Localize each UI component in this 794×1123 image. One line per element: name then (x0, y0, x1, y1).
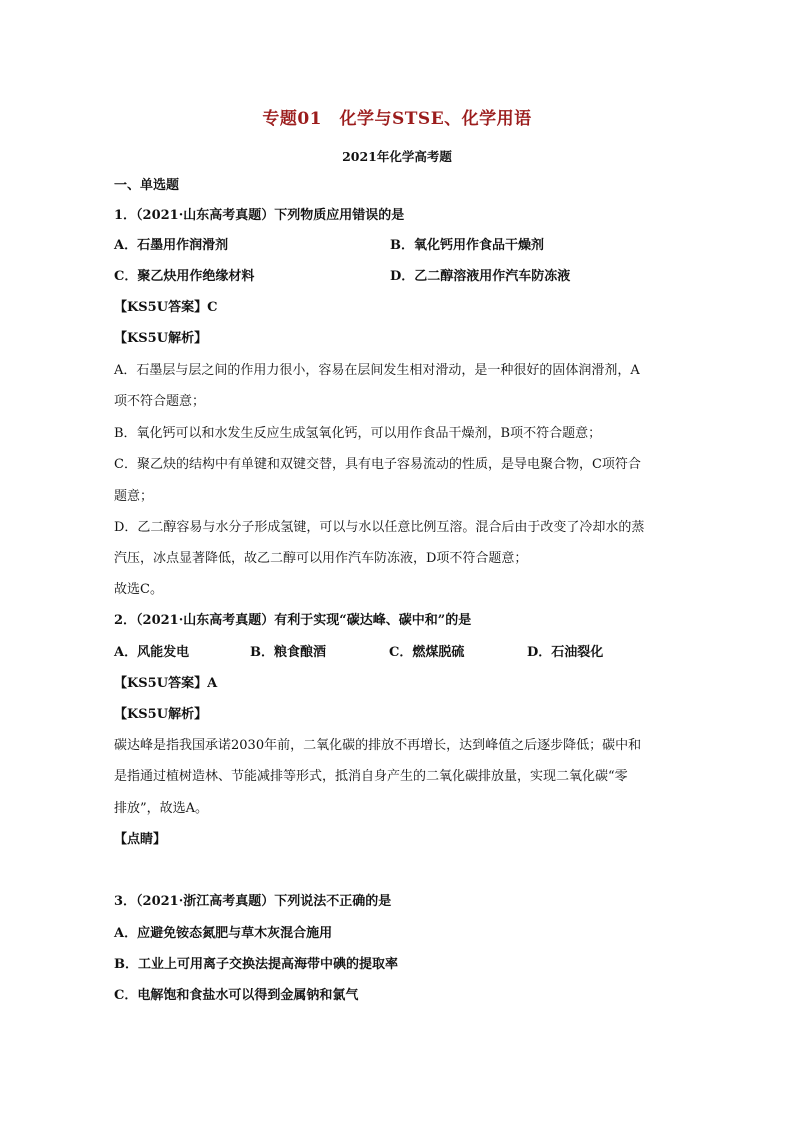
question-1-option-c: C．聚乙炔用作绝缘材料 (114, 269, 255, 284)
question-2-answer: 【KS5U答案】A (114, 676, 218, 691)
question-3-stem: 3．（2021·浙江高考真题）下列说法不正确的是 (114, 894, 392, 909)
page-title: 专题01 化学与STSE、化学用语 (262, 109, 532, 129)
question-2-option-d: D．石油裂化 (527, 645, 604, 660)
question-3-option-b: B．工业上可用离子交换法提高海带中碘的提取率 (114, 957, 398, 972)
question-1-analysis-line: D．乙二醇容易与水分子形成氢键，可以与水以任意比例互溶。混合后由于改变了冷却水的蒸 (114, 520, 645, 535)
question-3-option-c: C．电解饱和食盐水可以得到金属钠和氯气 (114, 988, 359, 1003)
question-1-answer: 【KS5U答案】C (114, 300, 218, 315)
section-heading: 一、单选题 (114, 178, 180, 193)
question-1-analysis-line: B．氧化钙可以和水发生反应生成氢氧化钙，可以用作食品干燥剂，B项不符合题意； (114, 426, 602, 441)
page-subtitle: 2021年化学高考题 (342, 149, 452, 164)
question-2-option-b: B．粮食酿酒 (250, 645, 326, 660)
question-1-stem: 1．（2021·山东高考真题）下列物质应用错误的是 (114, 208, 405, 223)
question-1-option-a: A．石墨用作润滑剂 (114, 238, 229, 253)
question-3-option-a: A．应避免铵态氮肥与草木灰混合施用 (114, 926, 333, 941)
question-1-option-b: B．氧化钙用作食品干燥剂 (390, 238, 544, 253)
question-1-analysis-line: 故选C。 (114, 582, 163, 597)
question-1-analysis-line: C．聚乙炔的结构中有单键和双键交替，具有电子容易流动的性质，是导电聚合物，C项符合 (114, 457, 641, 472)
question-1-analysis-line: 题意； (114, 489, 154, 504)
question-2-stem: 2．（2021·山东高考真题）有利于实现“碳达峰、碳中和”的是 (114, 613, 472, 628)
question-2-option-c: C．燃煤脱硫 (389, 645, 465, 660)
question-2-analysis-label: 【KS5U解析】 (114, 707, 208, 722)
question-1-analysis-line: A．石墨层与层之间的作用力很小，容易在层间发生相对滑动，是一种很好的固体润滑剂，A (114, 363, 640, 378)
question-1-option-d: D．乙二醇溶液用作汽车防冻液 (390, 269, 571, 284)
question-1-analysis-label: 【KS5U解析】 (114, 331, 208, 346)
question-1-analysis-line: 项不符合题意； (114, 394, 206, 409)
question-2-analysis-line: 排放”，故选A。 (114, 801, 209, 816)
question-2-analysis-line: 是指通过植树造林、节能减排等形式，抵消自身产生的二氧化碳排放量，实现二氧化碳“零 (114, 769, 628, 784)
question-2-analysis-line: 碳达峰是指我国承诺2030年前，二氧化碳的排放不再增长，达到峰值之后逐步降低；碳中和 (114, 738, 642, 753)
question-1-analysis-line: 汽压，冰点显著降低，故乙二醇可以用作汽车防冻液，D项不符合题意； (114, 551, 528, 566)
question-2-option-a: A．风能发电 (114, 645, 190, 660)
question-2-comment-label: 【点睛】 (114, 832, 167, 847)
